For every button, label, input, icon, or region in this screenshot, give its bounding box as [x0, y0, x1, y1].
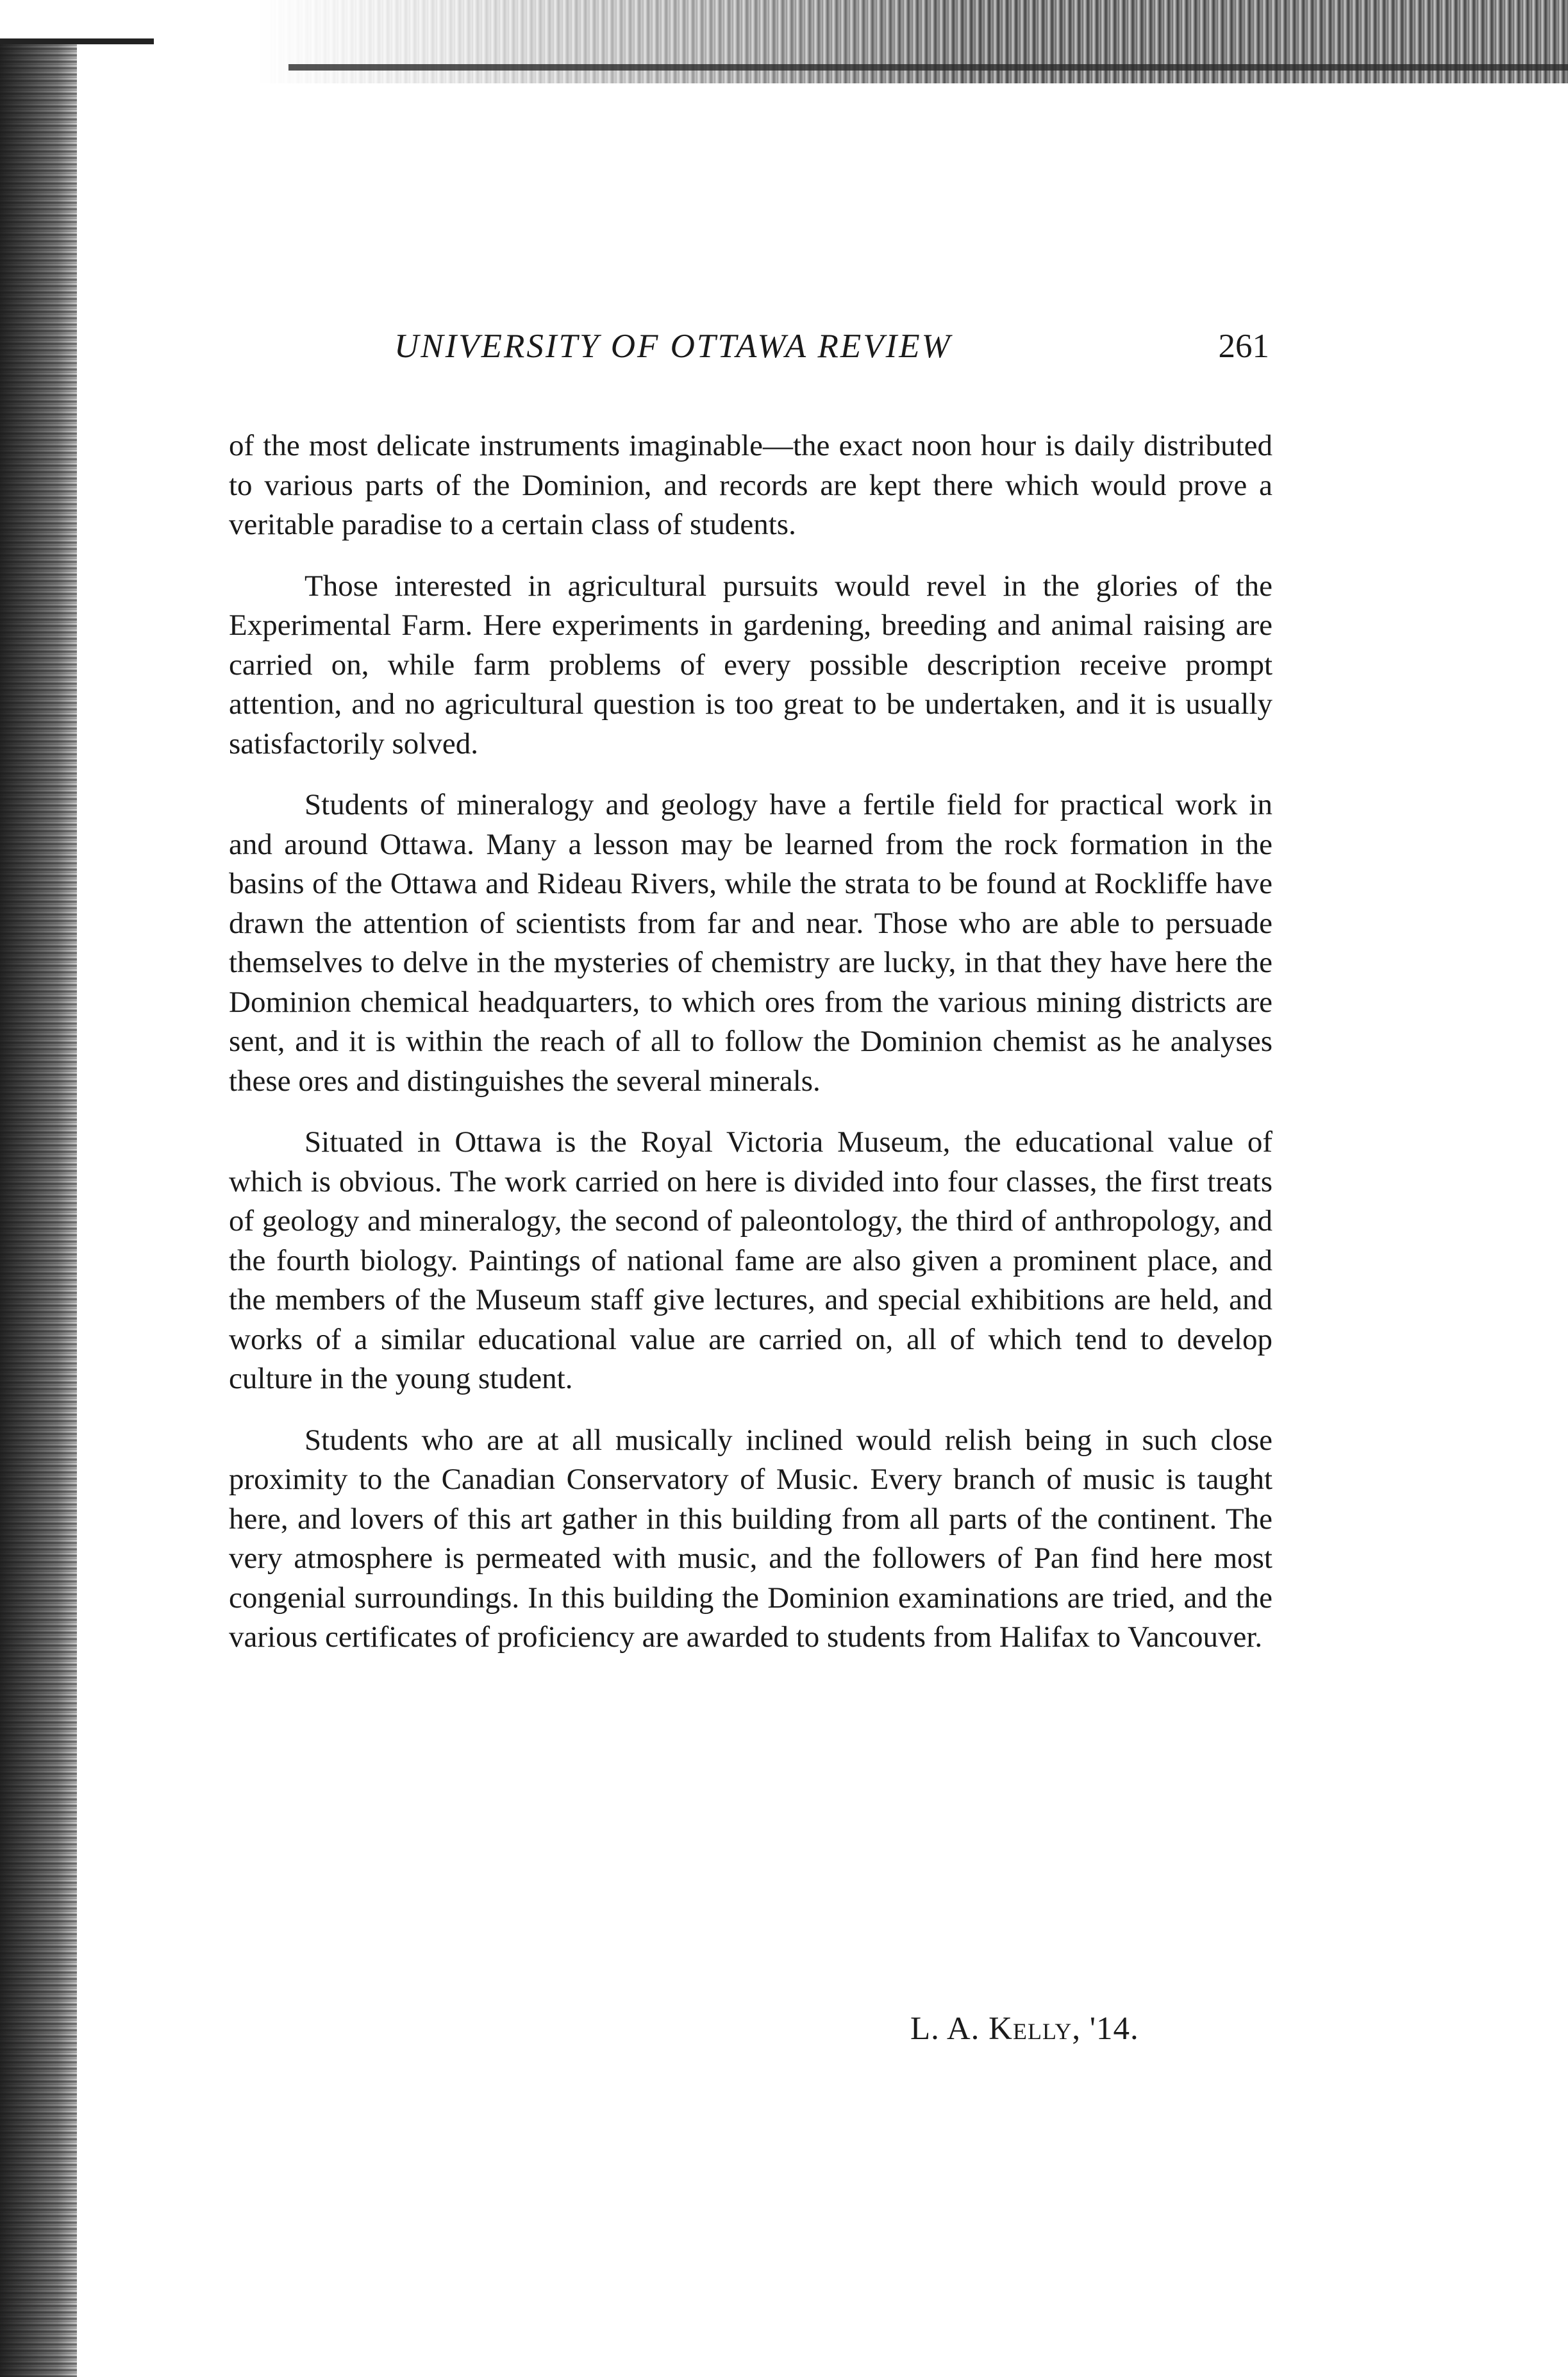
article-body: [229, 426, 1272, 1679]
scanned-top-edge: [256, 0, 1568, 83]
running-title: UNIVERSITY OF OTTAWA REVIEW: [394, 328, 952, 365]
paragraph-continued: of the most delicate instruments imaginable—the exact noon hour is daily distributed to various parts of the Dominion, and records are kept there which would prove a veritable paradise to a certain class of students.: [229, 429, 1272, 541]
page-number: 261: [1218, 328, 1269, 365]
author-signature: [910, 2010, 1139, 2047]
scanned-binding-edge: [0, 38, 77, 2377]
scanned-binding-mark: [0, 38, 154, 58]
paragraph-conservatory-of-music: Students who are at all musically inclined would relish being in such close proximity to the Canadian Conservatory of Music. Every branch of music is taught here, and lovers of this art gather in this building from all parts of the continent. The very atmosphere is permeated with music, and the followers of Pan find here most congenial surroundings. In this building the Dominion examinations are tried, and the various certificates of proficiency are awarded to students from Halifax to Vancouver.: [229, 1423, 1272, 1654]
scanned-top-rule: [288, 64, 1568, 71]
paragraph-experimental-farm: Those interested in agricultural pursuits would revel in the glories of the Experimental Farm. Here experiments in gardening, breeding and animal raising are carried on, while farm problems of every possible description receive prompt attention, and no agricultural question is too great to be undertaken, and it is usually satisfactorily solved.: [229, 569, 1272, 760]
paragraph-mineralogy-geology: Students of mineralogy and geology have a fertile field for practical work in and around Ottawa. Many a lesson may be learned from the rock formation in the basins of the Ottawa and Rideau Rivers, while the strata to be found at Rockliffe have drawn the attention of scientists from far and near. Those who are able to persuade themselves to delve in the mysteries of chemistry are lucky, in that they have here the Dominion chemical headquarters, to which ores from the various mining districts are sent, and it is within the reach of all to follow the Dominion chemist as he analyses these ores and distinguishes the several minerals.: [229, 788, 1272, 1098]
paragraph-royal-victoria-museum: Situated in Ottawa is the Royal Victoria Museum, the educational value of which is obvious. The work carried on here is divided into four classes, the first treats of geology and mineralogy, the second of paleontology, the third of anthropology, and the fourth biology. Paintings of national fame are also given a prominent place, and the members of the Museum staff give lectures, and special exhibitions are held, and works of a similar educational value are carried on, all of which tend to develop culture in the young student.: [229, 1125, 1272, 1395]
running-head: [231, 327, 1269, 378]
author-name: L. A. Kelly, '14.: [910, 2011, 1139, 2047]
